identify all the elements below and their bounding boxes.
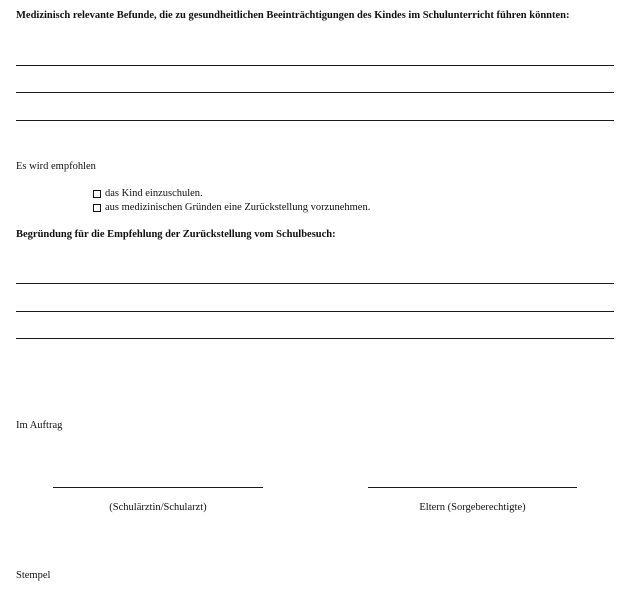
findings-line-2[interactable] bbox=[16, 92, 614, 93]
doctor-signature-line[interactable] bbox=[53, 487, 263, 488]
on-behalf-label: Im Auftrag bbox=[16, 420, 63, 431]
reason-heading: Begründung für die Empfehlung der Zurückstellung vom Schulbesuch: bbox=[16, 229, 336, 240]
findings-line-3[interactable] bbox=[16, 120, 614, 121]
doctor-signature-label: (Schulärztin/Schularzt) bbox=[109, 502, 207, 513]
findings-line-1[interactable] bbox=[16, 65, 614, 66]
reason-line-2[interactable] bbox=[16, 311, 614, 312]
option-defer-label: aus medizinischen Gründen eine Zurückstellung vorzunehmen. bbox=[105, 202, 371, 213]
checkbox-icon[interactable] bbox=[93, 190, 101, 198]
reason-line-1[interactable] bbox=[16, 283, 614, 284]
findings-heading: Medizinisch relevante Befunde, die zu gesundheitlichen Beeinträchtigungen des Kindes im Schulunterricht führen könnten: bbox=[16, 10, 570, 21]
parents-signature-label: Eltern (Sorgeberechtigte) bbox=[419, 502, 526, 513]
option-enroll[interactable] bbox=[93, 188, 203, 199]
reason-line-3[interactable] bbox=[16, 338, 614, 339]
stamp-label: Stempel bbox=[16, 570, 51, 581]
option-defer[interactable] bbox=[93, 202, 370, 213]
parents-signature-line[interactable] bbox=[368, 487, 577, 488]
checkbox-icon[interactable] bbox=[93, 204, 101, 212]
option-enroll-label: das Kind einzuschulen. bbox=[105, 188, 203, 199]
recommendation-intro: Es wird empfohlen bbox=[16, 161, 96, 172]
